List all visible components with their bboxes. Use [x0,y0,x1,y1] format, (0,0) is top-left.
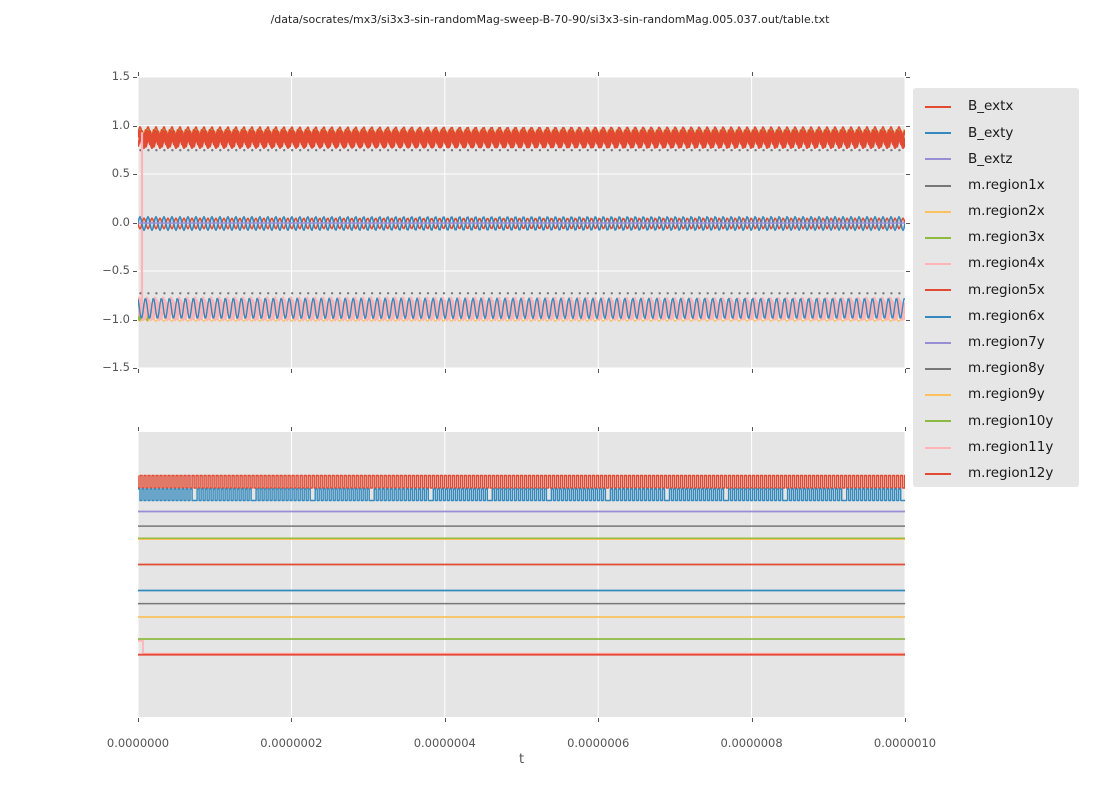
series-dots-m.region1x [427,292,429,294]
series-dots-m.region1x [770,149,772,151]
tick-mark [906,126,910,127]
series-dots-m.region1x [515,292,517,294]
series-dots-m.region1x [283,292,285,294]
series-dots-m.region1x [659,149,661,151]
series-dots-m.region1x [802,149,804,151]
legend-line-swatch [925,237,951,239]
tick-mark [291,427,292,431]
tick-mark [752,72,753,76]
series-dots-m.region1x [834,292,836,294]
series-dots-m.region1x [275,292,277,294]
series-dots-m.region1x [762,292,764,294]
series-dots-m.region1x [754,292,756,294]
series-dots-m.region1x [379,292,381,294]
series-dots-m.region1x [155,292,157,294]
legend-line-swatch [925,420,951,422]
bottom-plot [138,432,905,717]
series-dots-m.region1x [531,292,533,294]
y-tick-label: 1.0 [111,117,130,132]
series-dots-m.region1x [842,292,844,294]
series-dots-m.region1x [539,149,541,151]
series-dots-m.region1x [691,292,693,294]
series-dots-m.region1x [307,149,309,151]
legend-label: B_extz [968,150,1013,167]
tick-mark [906,77,910,78]
legend-label: m.region11y [968,438,1054,455]
series-dots-m.region1x [699,149,701,151]
series-dots-m.region1x [794,292,796,294]
plot-canvas [138,432,905,717]
series-dots-m.region1x [419,292,421,294]
series-dots-m.region1x [722,149,724,151]
series-dots-m.region1x [139,292,141,294]
legend-label: m.region8y [968,360,1045,377]
series-dots-m.region1x [459,292,461,294]
legend-item [913,330,1079,356]
series-dots-m.region1x [467,292,469,294]
tick-mark [905,72,906,76]
tick-mark [445,718,446,722]
series-dots-m.region1x [507,149,509,151]
series-dots-m.region1x [347,149,349,151]
series-dots-m.region1x [882,292,884,294]
series-dots-m.region1x [746,149,748,151]
series-dots-m.region1x [635,149,637,151]
series-dots-m.region1x [595,292,597,294]
series-dots-m.region1x [379,149,381,151]
legend-label: m.region12y [968,464,1054,481]
series-dots-m.region1x [579,292,581,294]
series-B_exty [138,489,905,501]
series-dots-m.region1x [874,292,876,294]
series-dots-m.region1x [643,292,645,294]
legend-item [913,94,1079,120]
series-dots-m.region1x [315,149,317,151]
series-dots-m.region1x [395,149,397,151]
series-dots-m.region1x [411,292,413,294]
tick-mark [138,427,139,431]
series-dots-m.region1x [323,149,325,151]
series-dots-m.region1x [810,292,812,294]
y-tick-label: 1.5 [111,69,130,83]
tick-mark [133,271,137,272]
plot-canvas [138,77,905,368]
series-dots-m.region1x [699,292,701,294]
tick-mark [598,718,599,722]
series-dots-m.region1x [611,149,613,151]
series-dots-m.region1x [411,149,413,151]
tick-mark [598,369,599,373]
legend-line-swatch [925,263,951,265]
tick-mark [133,174,137,175]
legend-label: m.region7y [968,334,1045,351]
series-dots-m.region1x [898,149,900,151]
tick-mark [133,223,137,224]
series-dots-m.region1x [259,292,261,294]
tick-mark [905,369,906,373]
series-dots-m.region1x [163,149,165,151]
series-dots-m.region1x [171,292,173,294]
series-dots-m.region1x [155,149,157,151]
series-dots-m.region1x [595,149,597,151]
series-dots-m.region1x [571,292,573,294]
series-dots-m.region1x [802,292,804,294]
series-dots-m.region1x [331,149,333,151]
y-tick-label: −0.5 [102,263,130,277]
series-dots-m.region1x [842,149,844,151]
x-axis-label: t [518,752,525,767]
series-dots-m.region1x [291,149,293,151]
series-dots-m.region1x [171,149,173,151]
legend-item [913,225,1079,251]
series-dots-m.region1x [619,149,621,151]
series-dots-m.region1x [219,292,221,294]
tick-mark [905,427,906,431]
series-dots-m.region1x [866,149,868,151]
series-dots-m.region1x [227,149,229,151]
legend-label: B_exty [968,124,1014,141]
legend-line-swatch [925,158,951,160]
legend-label: m.region5x [968,281,1045,298]
top-plot [138,77,905,368]
series-dots-m.region1x [467,149,469,151]
series-dots-m.region1x [451,149,453,151]
tick-mark [752,427,753,431]
series-dots-m.region1x [571,149,573,151]
figure-title: /data/socrates/mx3/si3x3-sin-randomMag-sweep-B-70-90/si3x3-sin-randomMag.005.037.out/table.txt [270,13,830,26]
legend-item [913,251,1079,277]
tick-mark [133,77,137,78]
series-B_extx [138,476,905,489]
series-dots-m.region1x [203,292,205,294]
series-dots-m.region1x [635,292,637,294]
series-dots-m.region1x [627,149,629,151]
legend-item [913,461,1079,487]
legend-item [913,120,1079,146]
series-dots-m.region1x [243,292,245,294]
series-dots-m.region1x [762,149,764,151]
tick-mark [291,369,292,373]
series-dots-m.region1x [707,149,709,151]
legend-label: B_extx [968,98,1014,115]
tick-mark [752,718,753,722]
series-dots-m.region1x [363,149,365,151]
series-dots-m.region1x [730,292,732,294]
series-dots-m.region1x [826,149,828,151]
x-tick-label: 0.0000002 [260,736,323,750]
series-dots-m.region1x [267,292,269,294]
series-dots-m.region1x [738,149,740,151]
series-dots-m.region1x [579,149,581,151]
legend-item [913,382,1079,408]
series-dots-m.region1x [818,149,820,151]
series-dots-m.region1x [858,149,860,151]
series-dots-m.region1x [355,149,357,151]
series-dots-m.region1x [475,149,477,151]
series-dots-m.region1x [299,149,301,151]
series-dots-m.region1x [163,292,165,294]
series-dots-m.region1x [299,292,301,294]
legend-label: m.region6x [968,307,1045,324]
series-dots-m.region1x [675,292,677,294]
series-dots-m.region1x [683,292,685,294]
tick-mark [138,718,139,722]
series-dots-m.region1x [675,149,677,151]
series-dots-m.region1x [387,292,389,294]
y-tick-label: −1.5 [102,360,130,374]
series-dots-m.region1x [890,149,892,151]
series-dots-m.region1x [291,292,293,294]
series-dots-m.region1x [603,149,605,151]
series-dots-m.region1x [866,292,868,294]
series-dots-m.region1x [691,149,693,151]
series-dots-m.region1x [403,149,405,151]
legend-label: m.region3x [968,229,1045,246]
legend-item [913,304,1079,330]
series-dots-m.region1x [251,149,253,151]
legend-line-swatch [925,447,951,449]
series-dots-m.region1x [427,149,429,151]
legend-label: m.region9y [968,386,1045,403]
tick-mark [905,718,906,722]
x-tick-label: 0.0000006 [567,736,630,750]
series-dots-m.region1x [227,292,229,294]
series-dots-m.region1x [371,292,373,294]
series-dots-m.region1x [491,292,493,294]
series-dots-m.region1x [235,149,237,151]
series-dots-m.region1x [451,292,453,294]
series-dots-m.region1x [778,149,780,151]
series-dots-m.region1x [267,149,269,151]
series-dots-m.region1x [730,149,732,151]
series-dots-m.region1x [211,149,213,151]
series-dots-m.region1x [195,292,197,294]
series-dots-m.region1x [874,149,876,151]
series-dots-m.region1x [587,292,589,294]
legend-label: m.region10y [968,412,1054,429]
tick-mark [906,271,910,272]
series-dots-m.region1x [355,292,357,294]
tick-mark [445,369,446,373]
series-dots-m.region1x [419,149,421,151]
legend-line-swatch [925,289,951,291]
legend-item [913,277,1079,303]
series-dots-m.region1x [746,292,748,294]
y-tick-label: −1.0 [102,311,130,326]
legend-line-swatch [925,368,951,370]
series-dots-m.region1x [347,292,349,294]
series-dots-m.region1x [403,292,405,294]
legend-line-swatch [925,211,951,213]
series-dots-m.region1x [683,149,685,151]
legend-item [913,173,1079,199]
legend-item [913,434,1079,460]
x-tick-label: 0.0000000 [106,736,170,750]
series-dots-m.region1x [491,149,493,151]
series-dots-m.region1x [826,292,828,294]
series-dots-m.region1x [475,292,477,294]
series-dots-m.region1x [786,292,788,294]
series-dots-m.region1x [667,149,669,151]
series-dots-m.region1x [515,149,517,151]
legend-item [913,199,1079,225]
tick-mark [138,72,139,76]
series-dots-m.region1x [283,149,285,151]
legend-item [913,356,1079,382]
legend-line-swatch [925,342,951,344]
series-dots-m.region1x [307,292,309,294]
series-dots-m.region1x [187,149,189,151]
series-dots-m.region1x [547,149,549,151]
legend-line-swatch [925,106,951,108]
tick-mark [598,427,599,431]
tick-mark [906,368,910,369]
series-dots-m.region1x [651,149,653,151]
tick-mark [133,368,137,369]
tick-mark [291,72,292,76]
series-dots-m.region1x [147,149,149,151]
series-dots-m.region1x [714,292,716,294]
series-dots-m.region1x [611,292,613,294]
series-dots-m.region1x [395,292,397,294]
series-dots-m.region1x [539,292,541,294]
series-dots-m.region1x [555,292,557,294]
legend-label: m.region4x [968,255,1045,272]
tick-mark [906,320,910,321]
series-dots-m.region1x [499,292,501,294]
series-dots-m.region1x [235,292,237,294]
legend-label: m.region2x [968,203,1045,220]
series-dots-m.region1x [738,292,740,294]
legend-item [913,408,1079,434]
series-dots-m.region1x [259,149,261,151]
series-dots-m.region1x [659,292,661,294]
legend-item [913,146,1079,172]
series-dots-m.region1x [810,149,812,151]
tick-mark [752,369,753,373]
series-dots-m.region1x [315,292,317,294]
series-dots-m.region1x [667,292,669,294]
series-dots-m.region1x [651,292,653,294]
legend-line-swatch [925,473,951,475]
series-dots-m.region1x [187,292,189,294]
series-dots-m.region1x [523,292,525,294]
series-dots-m.region1x [770,292,772,294]
series-dots-m.region1x [555,149,557,151]
series-dots-m.region1x [363,292,365,294]
series-dots-m.region1x [858,292,860,294]
x-tick-label: 0.0000004 [413,736,476,750]
tick-mark [291,718,292,722]
series-dots-m.region1x [627,292,629,294]
series-dots-m.region1x [547,292,549,294]
tick-mark [133,320,137,321]
series-dots-m.region1x [507,292,509,294]
tick-mark [906,174,910,175]
series-dots-m.region1x [587,149,589,151]
series-dots-m.region1x [211,292,213,294]
series-dots-m.region1x [339,292,341,294]
series-dots-m.region1x [563,292,565,294]
series-dots-m.region1x [243,149,245,151]
series-dots-m.region1x [195,149,197,151]
series-dots-m.region1x [882,149,884,151]
legend-line-swatch [925,132,951,134]
series-dots-m.region1x [722,292,724,294]
series-dots-m.region1x [818,292,820,294]
series-dots-m.region1x [531,149,533,151]
series-dots-m.region1x [890,292,892,294]
series-dots-m.region1x [834,149,836,151]
series-dots-m.region1x [435,149,437,151]
series-dots-m.region1x [251,292,253,294]
series-dots-m.region1x [371,149,373,151]
legend-label: m.region1x [968,176,1045,193]
tick-mark [138,369,139,373]
tick-mark [445,427,446,431]
series-dots-m.region1x [179,149,181,151]
y-tick-label: 0.5 [111,166,130,180]
tick-mark [133,126,137,127]
legend [913,88,1079,487]
series-m.region11y [138,641,905,654]
series-dots-m.region1x [714,149,716,151]
x-tick-label: 0.0000010 [873,736,937,750]
tick-mark [598,72,599,76]
series-dots-m.region1x [331,292,333,294]
series-dots-m.region1x [435,292,437,294]
series-dots-m.region1x [850,292,852,294]
series-dots-m.region1x [443,149,445,151]
series-dots-m.region1x [483,149,485,151]
legend-line-swatch [925,185,951,187]
series-dots-m.region1x [219,149,221,151]
series-dots-m.region1x [643,149,645,151]
series-dots-m.region1x [203,149,205,151]
series-dots-m.region1x [443,292,445,294]
series-dots-m.region1x [707,292,709,294]
series-dots-m.region1x [619,292,621,294]
series-dots-m.region1x [275,149,277,151]
series-dots-m.region1x [898,292,900,294]
y-tick-label: 0.0 [111,214,130,229]
series-dots-m.region1x [323,292,325,294]
legend-line-swatch [925,316,951,318]
series-dots-m.region1x [339,149,341,151]
series-dots-m.region1x [483,292,485,294]
series-dots-m.region1x [794,149,796,151]
series-dots-m.region1x [754,149,756,151]
series-dots-m.region1x [778,292,780,294]
series-dots-m.region1x [387,149,389,151]
series-dots-m.region1x [523,149,525,151]
series-dots-m.region1x [603,292,605,294]
series-dots-m.region1x [850,149,852,151]
legend-line-swatch [925,394,951,396]
series-dots-m.region1x [459,149,461,151]
tick-mark [906,223,910,224]
x-tick-label: 0.0000008 [720,736,783,750]
tick-mark [445,72,446,76]
series-dots-m.region1x [786,149,788,151]
series-dots-m.region1x [499,149,501,151]
series-dots-m.region1x [179,292,181,294]
series-dots-m.region1x [147,292,149,294]
series-dots-m.region1x [563,149,565,151]
